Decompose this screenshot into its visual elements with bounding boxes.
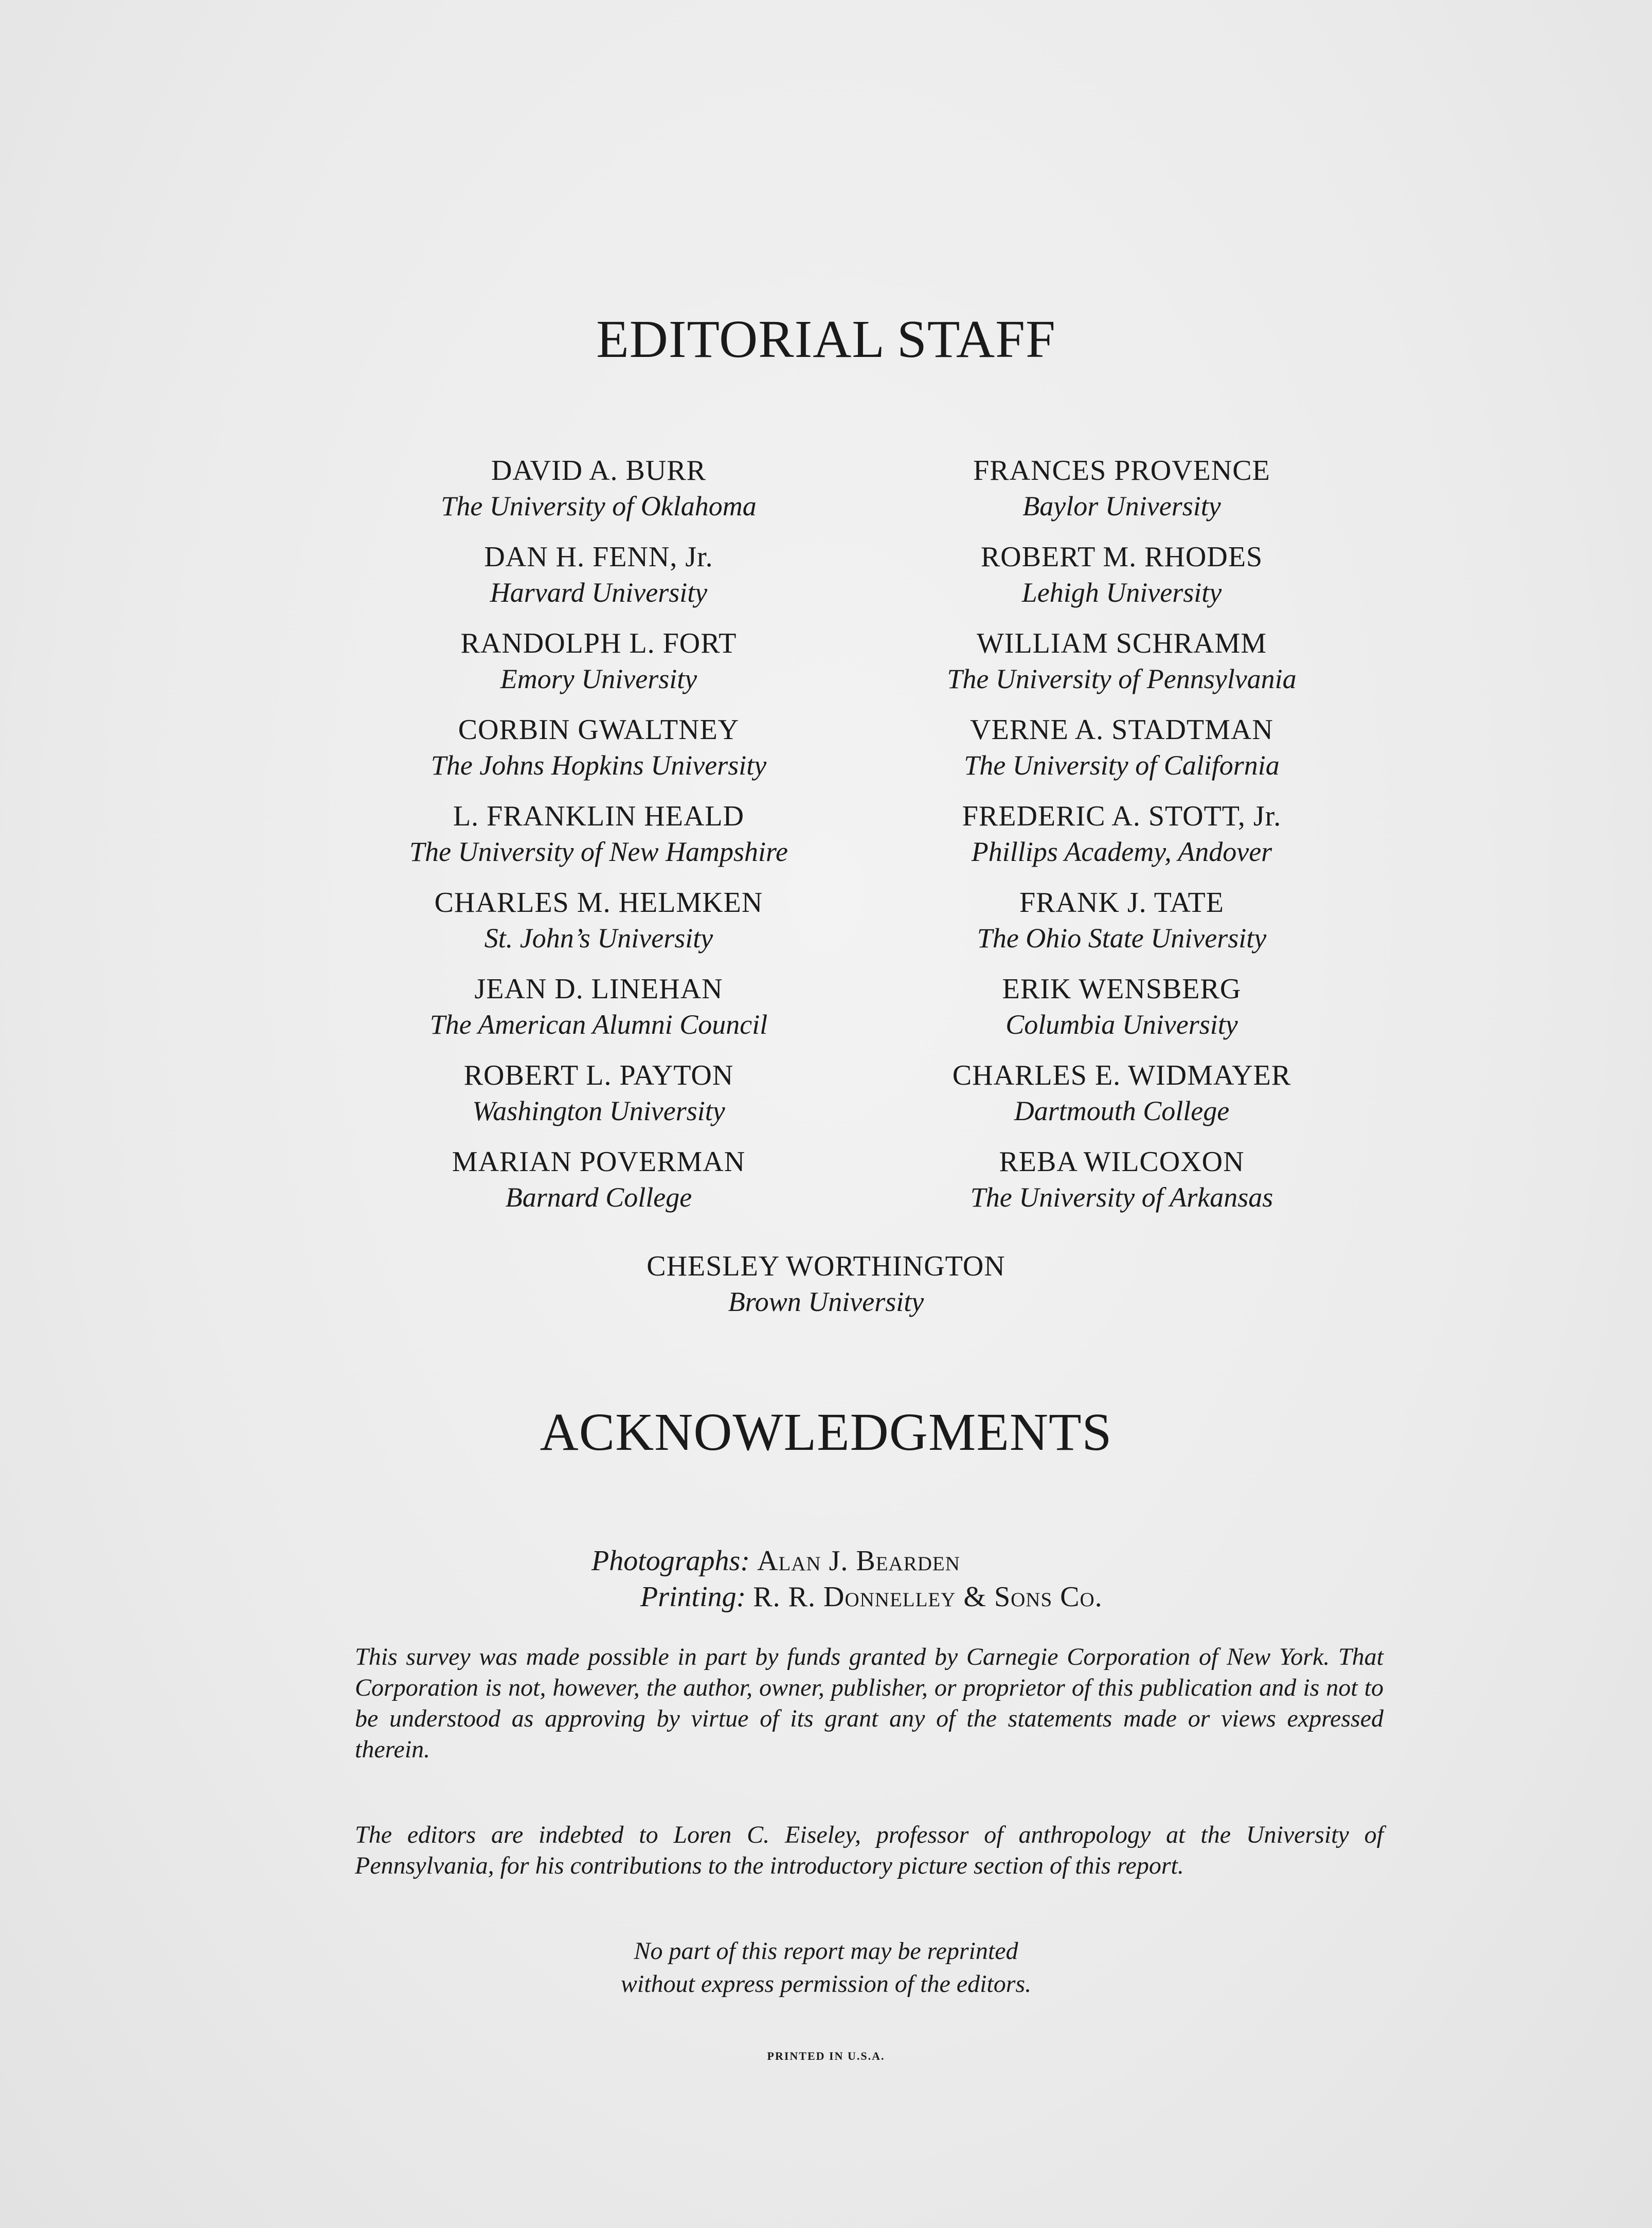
acknowledgments-heading: ACKNOWLEDGMENTS [540, 1403, 1112, 1462]
staff-entry [342, 798, 856, 885]
staff-entry [865, 539, 1379, 625]
staff-entry [342, 1144, 856, 1230]
staff-affiliation: Columbia University [1005, 1009, 1238, 1040]
staff-entry [865, 1144, 1379, 1230]
staff-affiliation: The Johns Hopkins University [430, 750, 767, 781]
staff-entry [865, 971, 1379, 1057]
credit-label: Photographs: [591, 1545, 750, 1577]
staff-affiliation: St. John’s University [484, 923, 713, 954]
staff-name: FREDERIC A. STOTT, Jr. [962, 800, 1282, 832]
credit-value: Alan J. Bearden [757, 1545, 960, 1577]
credit-line-photographs [591, 1543, 1312, 1579]
staff-affiliation: The Ohio State University [977, 923, 1267, 954]
staff-affiliation: Brown University [728, 1286, 924, 1317]
staff-name: FRANK J. TATE [1019, 887, 1224, 919]
credit-label: Printing: [640, 1581, 746, 1613]
staff-name: RANDOLPH L. FORT [460, 627, 737, 659]
staff-name: DAVID A. BURR [491, 455, 707, 487]
staff-name: CORBIN GWALTNEY [458, 714, 740, 746]
editorial-staff-heading: EDITORIAL STAFF [596, 310, 1056, 369]
staff-name: ERIK WENSBERG [1002, 973, 1242, 1005]
staff-name: WILLIAM SCHRAMM [976, 627, 1267, 659]
staff-name: ROBERT L. PAYTON [463, 1059, 734, 1091]
staff-name: DAN H. FENN, Jr. [484, 541, 713, 573]
staff-affiliation: The University of Pennsylvania [947, 663, 1297, 694]
credit-line-printing [591, 1579, 1312, 1615]
staff-affiliation: Phillips Academy, Andover [971, 836, 1272, 867]
credit-value: R. R. Donnelley & Sons Co. [753, 1581, 1103, 1613]
staff-affiliation: Dartmouth College [1014, 1095, 1230, 1126]
staff-affiliation: Emory University [500, 663, 697, 694]
reprint-notice-line: without express permission of the editors. [620, 1970, 1032, 1998]
reprint-notice [0, 1935, 1652, 2001]
staff-entry [342, 1057, 856, 1144]
staff-entry [865, 625, 1379, 712]
staff-affiliation: Barnard College [505, 1182, 692, 1213]
staff-name: JEAN D. LINEHAN [474, 973, 723, 1005]
staff-affiliation: Lehigh University [1021, 577, 1222, 608]
staff-name: CHARLES M. HELMKEN [434, 887, 763, 919]
staff-name: L. FRANKLIN HEALD [453, 800, 745, 832]
staff-name: ROBERT M. RHODES [980, 541, 1263, 573]
staff-affiliation: The University of New Hampshire [409, 836, 788, 867]
staff-name: CHARLES E. WIDMAYER [952, 1059, 1291, 1091]
staff-entry [865, 885, 1379, 971]
staff-affiliation: The University of Arkansas [970, 1182, 1273, 1213]
printed-in-usa: PRINTED IN U.S.A. [767, 2050, 885, 2062]
staff-entry [342, 453, 856, 539]
staff-affiliation: The American Alumni Council [429, 1009, 768, 1040]
staff-list-left [342, 453, 856, 1230]
staff-name: CHESLEY WORTHINGTON [647, 1250, 1005, 1282]
staff-entry [865, 1057, 1379, 1144]
credits-block [591, 1543, 1312, 1615]
staff-entry [865, 798, 1379, 885]
eiseley-acknowledgment-paragraph: The editors are indebted to Loren C. Eiseley, professor of anthropology at the University of Pennsylvania, for his contributions to the introductory picture section of this report. [355, 1821, 1384, 1879]
carnegie-disclaimer-paragraph: This survey was made possible in part by funds granted by Carnegie Corporation of New York. That Corporation is not, however, the author, owner, publisher, or proprietor of this publication and is not to be understood as approving by virtue of its grant any of the statements made or views expressed therein. [355, 1643, 1384, 1763]
staff-affiliation: Washington University [472, 1095, 725, 1126]
staff-name: VERNE A. STADTMAN [970, 714, 1273, 746]
staff-entry [342, 625, 856, 712]
reprint-notice-line: No part of this report may be reprinted [634, 1937, 1018, 1965]
staff-name: REBA WILCOXON [999, 1146, 1245, 1178]
staff-affiliation: Harvard University [490, 577, 708, 608]
staff-name: FRANCES PROVENCE [973, 455, 1270, 487]
staff-entry [865, 453, 1379, 539]
staff-entry [865, 712, 1379, 798]
staff-entry [342, 539, 856, 625]
staff-entry-center [0, 1248, 1652, 1319]
staff-affiliation: The University of California [964, 750, 1280, 781]
staff-entry [342, 712, 856, 798]
staff-affiliation: The University of Oklahoma [441, 491, 757, 522]
staff-entry [342, 885, 856, 971]
staff-entry [342, 971, 856, 1057]
staff-affiliation: Baylor University [1022, 491, 1221, 522]
staff-name: MARIAN POVERMAN [452, 1146, 746, 1178]
staff-list-right [865, 453, 1379, 1230]
